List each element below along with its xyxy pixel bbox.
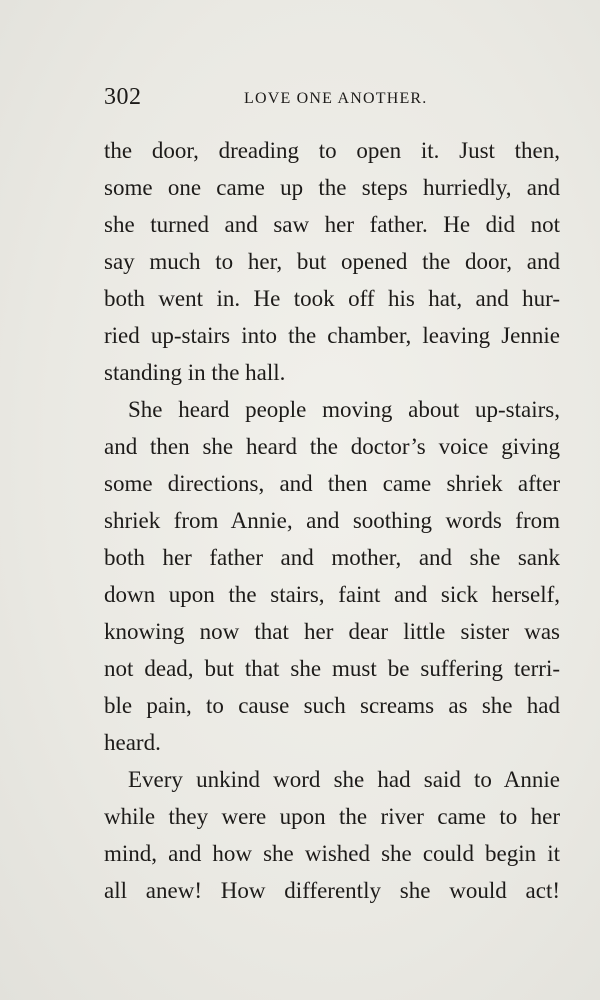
text-line: both went in. He took off his hat, and hur- bbox=[104, 286, 560, 311]
text-line: while they were upon the river came to her bbox=[104, 804, 560, 829]
text-line: heard. bbox=[104, 730, 161, 755]
text-line: knowing now that her dear little sister was bbox=[104, 619, 560, 644]
text-line: some one came up the steps hurriedly, and bbox=[104, 175, 560, 200]
text-line: mind, and how she wished she could begin it bbox=[104, 841, 560, 866]
text-line: both her father and mother, and she sank bbox=[104, 545, 560, 570]
text-line: she turned and saw her father. He did not bbox=[104, 212, 560, 237]
text-line: standing in the hall. bbox=[104, 360, 286, 385]
text-line: all anew! How differently she would act! bbox=[104, 878, 560, 903]
running-head: LOVE ONE ANOTHER. bbox=[244, 90, 428, 107]
paragraph bbox=[104, 132, 560, 391]
paragraph bbox=[104, 391, 560, 761]
page-number: 302 bbox=[104, 84, 142, 110]
text-line: not dead, but that she must be suffering terri- bbox=[104, 656, 560, 681]
paragraph bbox=[104, 761, 560, 909]
text-line: say much to her, but opened the door, and bbox=[104, 249, 560, 274]
text-line: the door, dreading to open it. Just then, bbox=[104, 138, 560, 163]
text-line: shriek from Annie, and soothing words from bbox=[104, 508, 560, 533]
text-line: ble pain, to cause such screams as she had bbox=[104, 693, 560, 718]
text-line: down upon the stairs, faint and sick herself, bbox=[104, 582, 560, 607]
text-line: She heard people moving about up-stairs, bbox=[128, 397, 560, 422]
text-line: ried up-stairs into the chamber, leaving Jennie bbox=[104, 323, 560, 348]
text-line: some directions, and then came shriek after bbox=[104, 471, 560, 496]
page-header bbox=[104, 84, 560, 114]
page-body bbox=[104, 132, 560, 909]
text-line: and then she heard the doctor’s voice giving bbox=[104, 434, 560, 459]
text-line: Every unkind word she had said to Annie bbox=[128, 767, 560, 792]
